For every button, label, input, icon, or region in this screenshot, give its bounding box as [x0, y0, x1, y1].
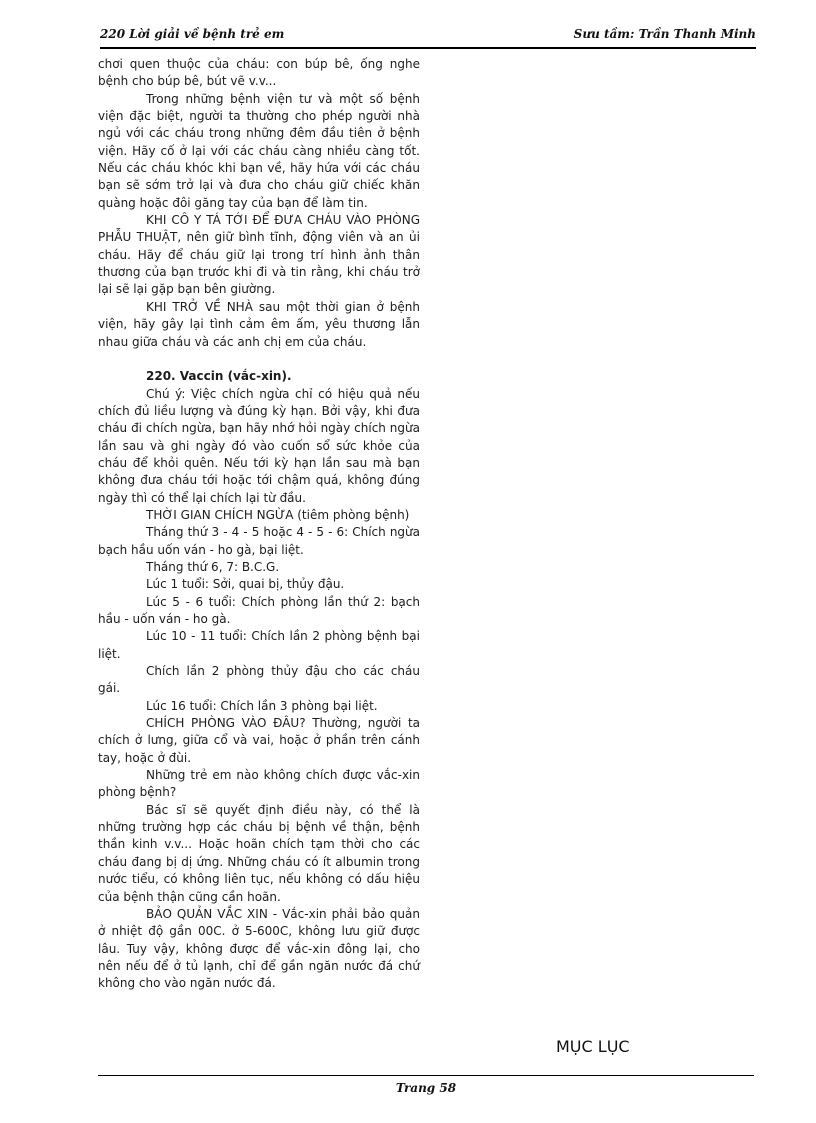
paragraph: Lúc 16 tuổi: Chích lần 3 phòng bại liệt.: [146, 698, 378, 713]
paragraph: KHI TRỞ VỀ NHÀ sau một thời gian ở bệnh viện, hãy gây lại tình cảm êm ấm, yêu thương lẫn nhau giữa cháu và các anh chị em của cháu.: [98, 299, 420, 349]
paragraph: Những trẻ em nào không chích được vắc-xin phòng bệnh?: [98, 768, 420, 800]
paragraph: Trong những bệnh viện tư và một số bệnh viện đặc biệt, người ta thường cho phép người nhà ngủ với các cháu trong những đêm đầu tiên ở bệnh viện. Hãy cố ở lại với các cháu càng nhiều càng tốt. Nếu các cháu khóc khi bạn về, hãy hứa với các cháu bạn sẽ sớm trở lại và đưa cho cháu giữ chiếc khăn quàng hoặc đôi găng tay của bạn để làm tin.: [98, 91, 420, 210]
paragraph: CHÍCH PHÒNG VÀO ĐÂU? Thường, người ta chích ở lưng, giữa cổ và vai, hoặc ở phần trên cánh tay, hoặc ở đùi.: [98, 716, 420, 765]
paragraph: Chú ý: Việc chích ngừa chỉ có hiệu quả nếu chích đủ liều lượng và đúng kỳ hạn. Bởi vậy, khi đưa cháu đi chích ngừa, bạn hãy nhớ hỏi ngày chích ngừa lần sau và ghi ngày đó vào cuốn sổ sức khỏe của cháu để khỏi quên. Nếu tới kỳ hạn lần sau mà bạn không đưa cháu tới hoặc tới chậm quá, không đúng ngày thì có thể lại chích lại từ đầu.: [98, 386, 420, 505]
page-number: Trang 58: [395, 1081, 457, 1095]
paragraph: Tháng thứ 3 - 4 - 5 hoặc 4 - 5 - 6: Chích ngừa bạch hầu uốn ván - ho gà, bại liệt.: [98, 525, 420, 557]
paragraph: Lúc 10 - 11 tuổi: Chích lần 2 phòng bệnh bại liệt.: [98, 629, 420, 661]
section-spacer: [98, 351, 420, 368]
table-of-contents-link[interactable]: MỤC LỤC: [556, 1037, 630, 1056]
footer-divider: [98, 1075, 754, 1076]
text-column: [98, 56, 420, 993]
paragraph: THỜI GIAN CHÍCH NGỪA (tiêm phòng bệnh): [146, 507, 410, 522]
paragraph: Tháng thứ 6, 7: B.C.G.: [146, 559, 280, 574]
paragraph: KHI CÔ Y TÁ TỚI ĐỂ ĐƯA CHÁU VÀO PHÒNG PHẪU THUẬT, nên giữ bình tĩnh, động viên và an ủi cháu. Hãy để cháu giữ lại trong trí hình ảnh thân thương của bạn trước khi đi và tin rằng, khi cháu trở lại sẽ lại gặp bạn bên giường.: [98, 213, 420, 297]
paragraph: Lúc 1 tuổi: Sởi, quai bị, thủy đậu.: [146, 577, 345, 592]
paragraph: Chích lần 2 phòng thủy đậu cho các cháu gái.: [98, 664, 420, 696]
book-title-header: 220 Lời giải về bệnh trẻ em: [100, 27, 285, 41]
paragraph: chơi quen thuộc của cháu: con búp bê, ống nghe bệnh cho búp bê, bút vẽ v.v...: [98, 57, 420, 89]
paragraph: Lúc 5 - 6 tuổi: Chích phòng lần thứ 2: bạch hầu - uốn ván - ho gà.: [98, 594, 420, 626]
running-header: [100, 25, 756, 49]
author-credit-header: Sưu tầm: Trần Thanh Minh: [573, 27, 756, 41]
section-heading: 220. Vaccin (vắc-xin).: [146, 369, 292, 384]
paragraph: BẢO QUẢN VẮC XIN - Vắc-xin phải bảo quản ở nhiệt độ gần 00C. ở 5-600C, không lưu giữ được lâu. Tuy vậy, không được để vắc-xin đông lại, cho nên nếu để ở tủ lạnh, chỉ để gần ngăn nước đá chứ không cho vào ngăn nước đá.: [98, 906, 420, 991]
paragraph: Bác sĩ sẽ quyết định điều này, có thể là những trường hợp các cháu bị bệnh về thận, bệnh thần kinh v.v... Hoặc hoãn chích tạm thời cho các cháu đang bị dị ứng. Những cháu có ít albumin trong nước tiểu, có không liên tục, nếu không có dấu hiệu của bệnh thận cũng cần hoãn.: [98, 802, 420, 904]
